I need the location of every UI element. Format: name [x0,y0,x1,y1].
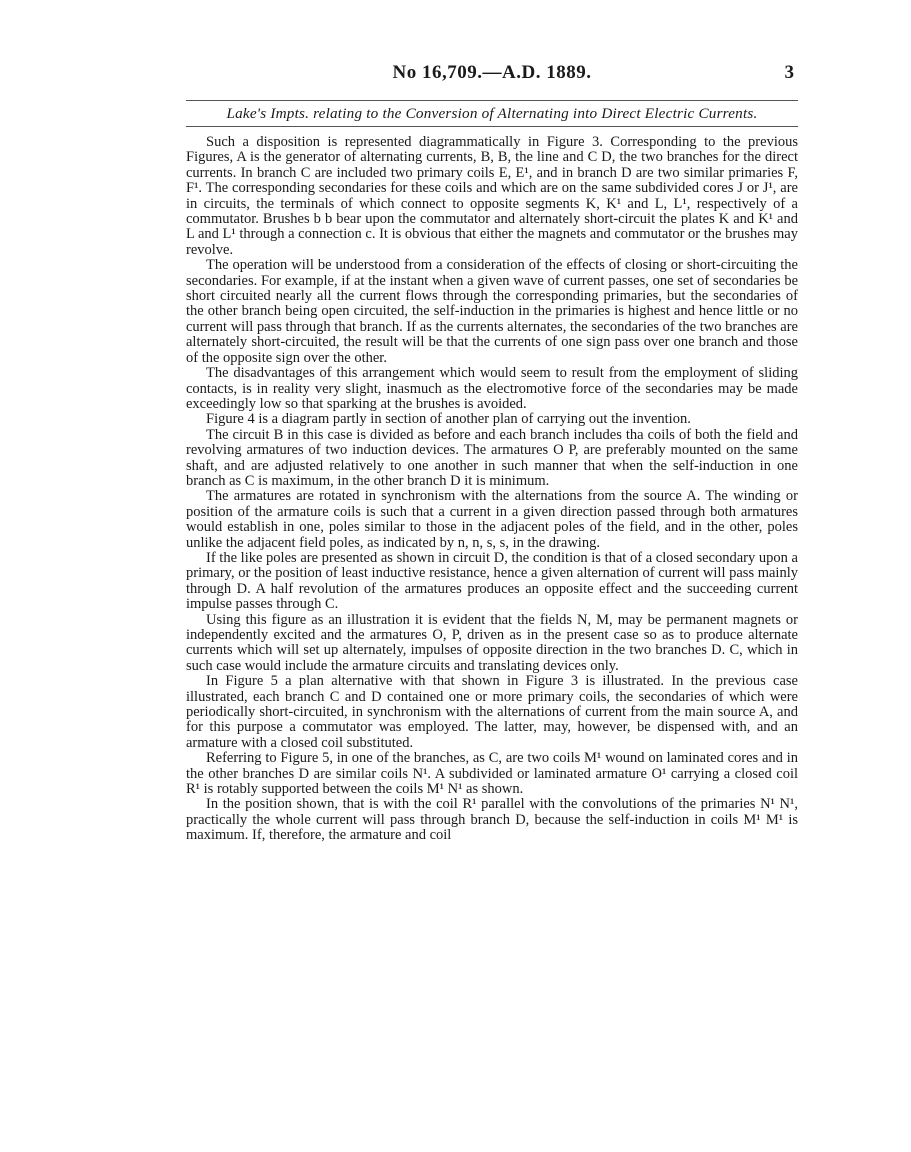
paragraph-5: The circuit B in this case is divided as before and each branch includes tha coils of both the field and revolving armatures of two induction devices. The armatures O P, are preferably mounted on the same shaft, and are adjusted relatively to one another in such manner that when the self-induction in one branch as C is maximum, in the other branch D it is minimum. [186,426,798,489]
page-header [186,62,798,100]
paragraph-11: In the position shown, that is with the coil R¹ parallel with the convolutions of the primaries N¹ N¹, practically the whole current will pass through branch D, because the self-induction in coils M¹ M¹ is maximum. If, therefore, the armature and coil [186,796,798,844]
paragraph-10: Referring to Figure 5, in one of the branches, as C, are two coils M¹ wound on laminated cores and in the other branches D are similar coils N¹. A subdivided or laminated armature O¹ carrying a closed coil R¹ is rotably supported between the coils M¹ N¹ as shown. [186,750,798,798]
paragraph-4: Figure 4 is a diagram partly in section of another plan of carrying out the invention. [206,411,691,428]
paragraph-9: In Figure 5 a plan alternative with that shown in Figure 3 is illustrated. In the previous case illustrated, each branch C and D contained one or more primary coils, the secondaries of which were periodically short-circuited, in synchronism with the alternations of current from the main source A, and for this purpose a commutator was employed. The latter, may, however, be dispensed with, and an armature with a closed coil substituted. [186,673,798,751]
body-text [186,135,798,844]
running-head: Lake's Impts. relating to the Conversion of Alternating into Direct Electric Currents. [186,100,798,127]
paragraph-2: The operation will be understood from a consideration of the effects of closing or short-circuiting the secondaries. For example, if at the instant when a given wave of current passes, one set of secondaries be short circuited nearly all the current flows through the corresponding primaries, but the secondaries of the other branch being open circuited, the self-induction in the primaries is highest and hence little or no current will pass through that branch. If as the currents alternates, the secondaries of the two branches are alternately short-circuited, the result will be that the currents of one sign pass over one branch and those of the opposite sign over the other. [186,257,798,366]
paragraph-8: Using this figure as an illustration it is evident that the fields N, M, may be permanent magnets or independently excited and the armatures O, P, driven as in the present case so as to produce alternate currents which will set up alternately, impulses of opposite direction in the two branches D. C, which in such case would include the armature circuits and translating devices only. [186,611,798,674]
paragraph-7: If the like poles are presented as shown in circuit D, the condition is that of a closed secondary upon a primary, or the position of least inductive resistance, hence a given alternation of current will pass mainly through D. A half revolution of the armatures produces an opposite effect and the succeeding current impulse passes through C. [186,549,798,613]
paragraph-3: The disadvantages of this arrangement which would seem to result from the employment of sliding contacts, is in reality very slight, inasmuch as the electromotive force of the secondaries may be made exceedingly low so that sparking at the brushes is avoided. [186,365,798,412]
paragraph-1: Such a disposition is represented diagrammatically in Figure 3. Corresponding to the previous Figures, A is the generator of alternating currents, B, B, the line and C D, the two branches for the direct currents. In branch C are included two primary coils E, E¹, and in branch D are two similar primaries F, F¹. The corresponding secondaries for these coils and which are on the same subdivided cores J or J¹, are in circuits, the terminals of which connect to opposite segments K, K¹ and L, L¹, respectively of a commutator. Brushes b b bear upon the commutator and alternately short-circuit the plates K and K¹ and L and L¹ through a connection c. It is obvious that either the magnets and commutator or the brushes may revolve. [186,134,798,258]
patent-number-title: No 16,709.—A.D. 1889. [392,62,592,83]
paragraph-6: The armatures are rotated in synchronism with the alternations from the source A. The winding or position of the armature coils is such that a current in a given direction passed through both armatures would establish in one, poles similar to those in the adjacent poles of the field, and in the other, poles unlike the adjacent field poles, as indicated by n, n, s, s, in the drawing. [186,488,798,551]
document-page [186,62,798,844]
page-number: 3 [784,62,794,83]
